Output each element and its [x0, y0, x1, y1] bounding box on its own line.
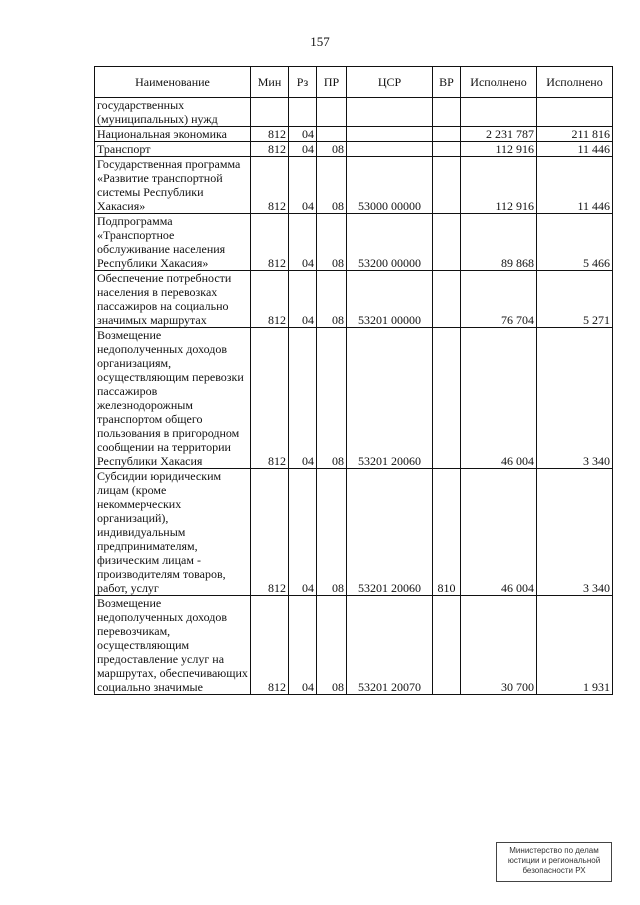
cell-pr: 08: [317, 157, 347, 214]
cell-done2: 211 816: [537, 127, 613, 142]
cell-pr: 08: [317, 214, 347, 271]
cell-name: Возмещение недополученных доходов организациям, осуществляющим перевозки пассажиров железнодорожным транспортом общего пользования в пригородном сообщении на территории Республики Хакасия: [95, 328, 251, 469]
cell-rz: 04: [289, 157, 317, 214]
header-vr: ВР: [433, 67, 461, 98]
cell-done2: 5 271: [537, 271, 613, 328]
cell-pr: [317, 98, 347, 127]
cell-rz: 04: [289, 271, 317, 328]
cell-done2: 11 446: [537, 157, 613, 214]
table-row: [95, 214, 613, 271]
cell-vr: [433, 142, 461, 157]
cell-pr: 08: [317, 596, 347, 695]
header-rz: Рз: [289, 67, 317, 98]
cell-vr: [433, 214, 461, 271]
header-name: Наименование: [95, 67, 251, 98]
cell-done1: 46 004: [461, 328, 537, 469]
cell-vr: [433, 157, 461, 214]
table-header-row: [95, 67, 613, 98]
cell-name: Подпрограмма «Транспортное обслуживание населения Республики Хакасия»: [95, 214, 251, 271]
table-body: [95, 98, 613, 695]
cell-rz: 04: [289, 142, 317, 157]
cell-done1: 89 868: [461, 214, 537, 271]
cell-min: 812: [251, 271, 289, 328]
table-row: [95, 142, 613, 157]
header-min: Мин: [251, 67, 289, 98]
header-done-1: Исполнено: [461, 67, 537, 98]
table-row: [95, 328, 613, 469]
cell-pr: [317, 127, 347, 142]
cell-done2: 5 466: [537, 214, 613, 271]
cell-csr: 53000 00000: [347, 157, 433, 214]
cell-done2: 1 931: [537, 596, 613, 695]
cell-name: государственных (муниципальных) нужд: [95, 98, 251, 127]
header-done-2: Исполнено: [537, 67, 613, 98]
cell-csr: [347, 98, 433, 127]
cell-vr: 810: [433, 469, 461, 596]
table-row: [95, 469, 613, 596]
cell-name: Обеспечение потребности населения в перевозках пассажиров на социально значимых маршрутах: [95, 271, 251, 328]
cell-pr: 08: [317, 328, 347, 469]
cell-vr: [433, 596, 461, 695]
table-row: [95, 596, 613, 695]
cell-csr: 53201 00000: [347, 271, 433, 328]
header-csr: ЦСР: [347, 67, 433, 98]
cell-csr: 53201 20070: [347, 596, 433, 695]
cell-name: Национальная экономика: [95, 127, 251, 142]
table-row: [95, 98, 613, 127]
stamp-line-1: Министерство по делам: [509, 846, 599, 855]
budget-table: [94, 66, 613, 695]
table-row: [95, 271, 613, 328]
cell-csr: 53201 20060: [347, 469, 433, 596]
cell-min: [251, 98, 289, 127]
cell-name: Субсидии юридическим лицам (кроме некоммерческих организаций), индивидуальным предпринимателям, физическим лицам - производителям товаров, работ, услуг: [95, 469, 251, 596]
cell-rz: 04: [289, 596, 317, 695]
cell-done1: [461, 98, 537, 127]
cell-pr: 08: [317, 142, 347, 157]
cell-csr: 53201 20060: [347, 328, 433, 469]
cell-done1: 30 700: [461, 596, 537, 695]
page-number: 157: [310, 34, 330, 49]
cell-pr: 08: [317, 469, 347, 596]
cell-name: Транспорт: [95, 142, 251, 157]
cell-csr: [347, 127, 433, 142]
table-row: [95, 157, 613, 214]
cell-done1: 112 916: [461, 142, 537, 157]
cell-name: Возмещение недополученных доходов перевозчикам, осуществляющим предоставление услуг на маршрутах, обеспечивающих социально значимые: [95, 596, 251, 695]
cell-min: 812: [251, 596, 289, 695]
cell-min: 812: [251, 469, 289, 596]
cell-name: Государственная программа «Развитие транспортной системы Республики Хакасия»: [95, 157, 251, 214]
cell-rz: [289, 98, 317, 127]
cell-rz: 04: [289, 127, 317, 142]
cell-vr: [433, 98, 461, 127]
cell-rz: 04: [289, 469, 317, 596]
cell-min: 812: [251, 142, 289, 157]
cell-min: 812: [251, 157, 289, 214]
cell-done1: 76 704: [461, 271, 537, 328]
cell-vr: [433, 328, 461, 469]
table-row: [95, 127, 613, 142]
ministry-stamp: [496, 842, 612, 882]
cell-done2: 3 340: [537, 328, 613, 469]
cell-done2: 3 340: [537, 469, 613, 596]
cell-min: 812: [251, 214, 289, 271]
cell-done1: 46 004: [461, 469, 537, 596]
cell-pr: 08: [317, 271, 347, 328]
cell-vr: [433, 127, 461, 142]
cell-csr: 53200 00000: [347, 214, 433, 271]
cell-done2: 11 446: [537, 142, 613, 157]
cell-rz: 04: [289, 214, 317, 271]
cell-csr: [347, 142, 433, 157]
cell-done2: [537, 98, 613, 127]
cell-min: 812: [251, 127, 289, 142]
cell-done1: 112 916: [461, 157, 537, 214]
cell-min: 812: [251, 328, 289, 469]
cell-done1: 2 231 787: [461, 127, 537, 142]
stamp-line-3: безопасности РХ: [522, 866, 586, 875]
cell-rz: 04: [289, 328, 317, 469]
cell-vr: [433, 271, 461, 328]
stamp-line-2: юстиции и региональной: [507, 856, 601, 865]
header-pr: ПР: [317, 67, 347, 98]
